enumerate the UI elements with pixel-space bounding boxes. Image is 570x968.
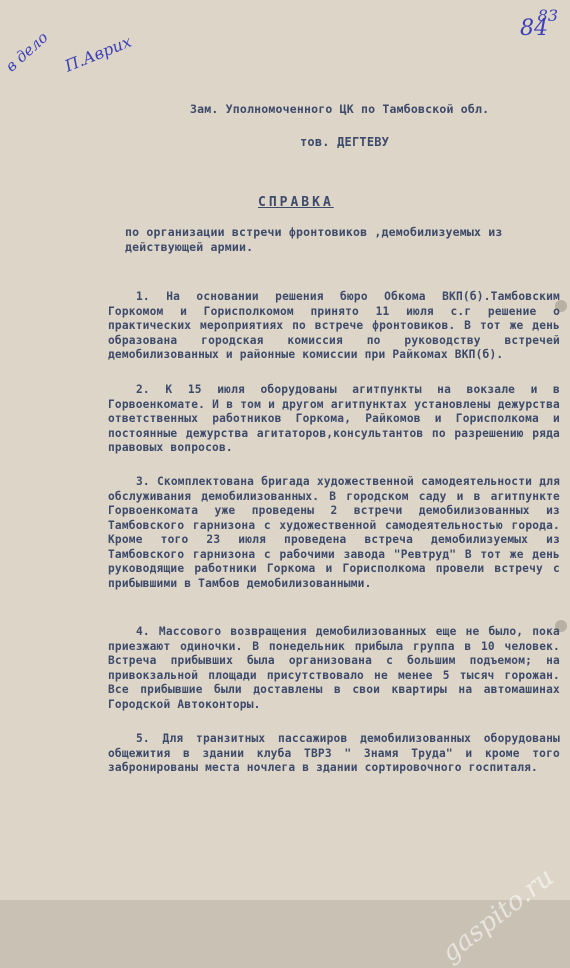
document-subject: по организации встречи фронтовиков ,демобилизуемых из действующей армии. bbox=[125, 225, 503, 254]
paragraph-2: 2. К 15 июля оборудованы агитпункты на вокзале и в Горвоенкомате. И в том и другом агитпунктах установлены дежурства ответственных работников Горкома, Райкомов и Горисполкома и постоянные дежурства агитаторов,консультантов по разрешению ряда правовых вопросов. bbox=[108, 383, 560, 454]
margin-note-signature: П.Аврих bbox=[62, 31, 135, 76]
page-number: 84 bbox=[520, 16, 548, 41]
paragraph-4: 4. Массового возвращения демобилизованных еще не было, пока приезжают одиночки. В понедельник прибыла группа в 10 человек. Встреча прибывших была организована с большим подъемом; на привокзальной площади присутствовало не менее 5 тысяч горожан. Все прибывшие были доставлены в свои квартиры на автомашинах Городской Автоконторы. bbox=[108, 625, 560, 711]
paragraph-5: 5. Для транзитных пассажиров демобилизованных оборудованы общежития в здании клуба ТВРЗ " Знамя Труда" и кроме того забронированы места ночлега в здании сортировочного госпиталя. bbox=[108, 732, 560, 774]
addressee-title: Зам. Уполномоченного ЦК по Тамбовской обл. bbox=[190, 102, 490, 116]
paragraph-1: 1. На основании решения бюро Обкома ВКП(б).Тамбовским Горкомом и Горисполкомом принято 11 июля с.г решение о практических мероприятиях по встрече фронтовиков. В тот же день образована городская комиссия по руководству встречей демобилизованных и районные комиссии при Райкомах ВКП(б). bbox=[108, 290, 560, 361]
watermark: gaspito.ru bbox=[436, 862, 560, 968]
page-number-alt: 83 bbox=[537, 6, 558, 25]
margin-note-filing: в дело bbox=[2, 28, 52, 76]
paragraph-3: 3. Скомплектована бригада художественной самодеятельности для обслуживания демобилизованных. В городском саду и в агитпункте Горвоенкомата уже проведены 2 встречи демобилизованных из Тамбовского гарнизона с художественной самодеятельностью города. Кроме того 23 июля проведена встреча демобилизуемых из Тамбовского гарнизона с рабочими завода "Ревтруд" В тот же день руководящие работники Горкома и Горисполкома провели встречу с прибывшими в Тамбов демобилизованными. bbox=[108, 475, 560, 590]
addressee-name: тов. ДЕГТЕВУ bbox=[300, 135, 390, 149]
document-title: СПРАВКА bbox=[258, 195, 334, 210]
